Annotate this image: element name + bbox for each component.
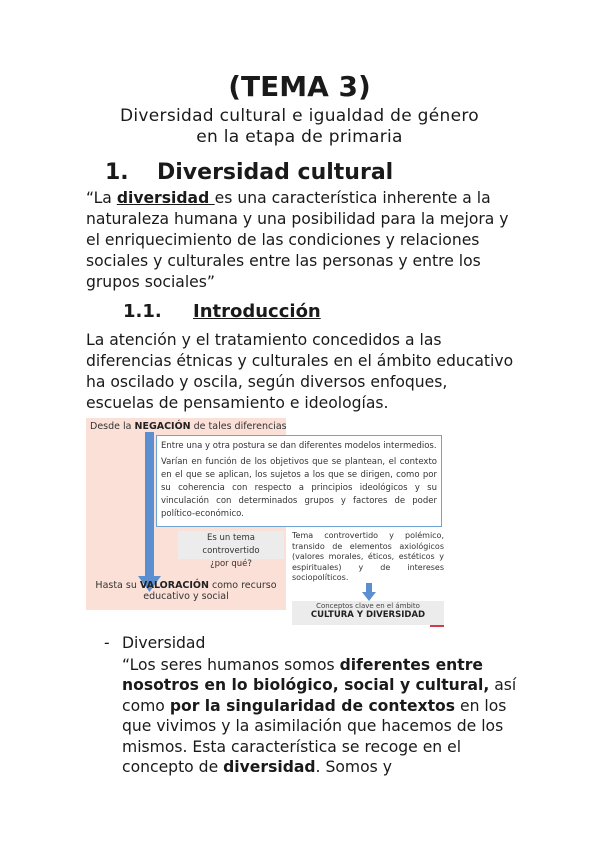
bullet-text-1: “Los seres humanos somos bbox=[122, 656, 340, 674]
valuation-prefix: Hasta su bbox=[95, 580, 140, 591]
intro-paragraph: La atención y el tratamiento concedidos a las diferencias étnicas y culturales en el ámbito educativo ha oscilado y oscila, según diversos enfoques, escuelas de pensamiento e ideologías. bbox=[86, 331, 514, 412]
diagram-negation-label bbox=[90, 421, 285, 432]
small-down-arrow-icon bbox=[362, 583, 376, 601]
quote-diversidad bbox=[86, 188, 516, 293]
bullet-label-diversidad: Diversidad bbox=[122, 634, 206, 652]
bullet-quote bbox=[122, 655, 517, 777]
valuation-bold: VALORACIÓN bbox=[139, 580, 209, 591]
bullet-bold-2: por la singularidad de contextos bbox=[169, 696, 456, 715]
intermediate-models-line1: Entre una y otra postura se dan diferentes modelos intermedios. bbox=[161, 441, 437, 451]
controversial-line2: ¿por qué? bbox=[210, 559, 252, 569]
doc-title: (TEMA 3) bbox=[228, 70, 371, 103]
diagram-controversial-box bbox=[178, 531, 284, 569]
diagram-intermediate-models-box bbox=[156, 435, 442, 527]
bullet-dash: - bbox=[104, 634, 110, 652]
intermediate-models-text: Varían en función de los objetivos que se plantean, el contexto en el que se aplican, los sujetos a los que se dirigen, como por su coherencia con respecto a principios ideológicos y su vinculación con determinados grupos y factores de poder político-económico. bbox=[161, 457, 437, 519]
quote-prefix: “La bbox=[86, 189, 117, 207]
diagram-valuation-label bbox=[86, 580, 286, 602]
concepts-accent-line bbox=[430, 625, 444, 627]
section-1-number: 1. bbox=[105, 160, 129, 185]
diagram-concepts-box bbox=[292, 601, 444, 625]
concepts-line1: Conceptos clave en el ámbito bbox=[316, 602, 420, 610]
quote-keyword: diversidad bbox=[116, 189, 215, 207]
bullet-text-3: en los que vivimos y la asimilación que hacemos de los mismos. Esta característica se recoge en el concepto de bbox=[122, 696, 507, 777]
diversity-diagram bbox=[86, 418, 448, 630]
bullet-text-2: así como bbox=[122, 676, 517, 715]
bullet-bold-1: diferentes entre nosotros en lo biológico, social y cultural, bbox=[122, 656, 490, 695]
section-1-1-number: 1.1. bbox=[123, 301, 162, 322]
diagram-controversial-note: Tema controvertido y polémico, transido de elementos axiológicos (valores morales, éticos, estéticos y espirituales) y de intereses sociopolíticos. bbox=[292, 531, 444, 582]
concepts-line2: CULTURA Y DIVERSIDAD bbox=[310, 610, 426, 620]
negation-suffix: de tales diferencias bbox=[190, 421, 287, 432]
bullet-text-4: . Somos y bbox=[315, 758, 392, 777]
valuation-suffix: como recurso bbox=[208, 580, 277, 591]
valuation-line2: educativo y social bbox=[143, 591, 229, 602]
negation-bold: NEGACIÓN bbox=[134, 421, 191, 432]
doc-subtitle-line2: en la etapa de primaria bbox=[196, 127, 403, 147]
doc-subtitle-line1: Diversidad cultural e igualdad de género bbox=[120, 106, 479, 126]
section-1-title: Diversidad cultural bbox=[157, 160, 394, 185]
bullet-bold-3: diversidad bbox=[223, 758, 316, 777]
quote-rest: es una característica inherente a la naturaleza humana y una posibilidad para la mejora y el enriquecimiento de las condiciones y relaciones sociales y culturales entre las personas y entre los grupos sociales” bbox=[86, 189, 509, 291]
controversial-line1: Es un tema controvertido bbox=[202, 533, 260, 556]
section-1-1-title: Introducción bbox=[193, 301, 321, 322]
negation-prefix: Desde la bbox=[90, 421, 135, 432]
